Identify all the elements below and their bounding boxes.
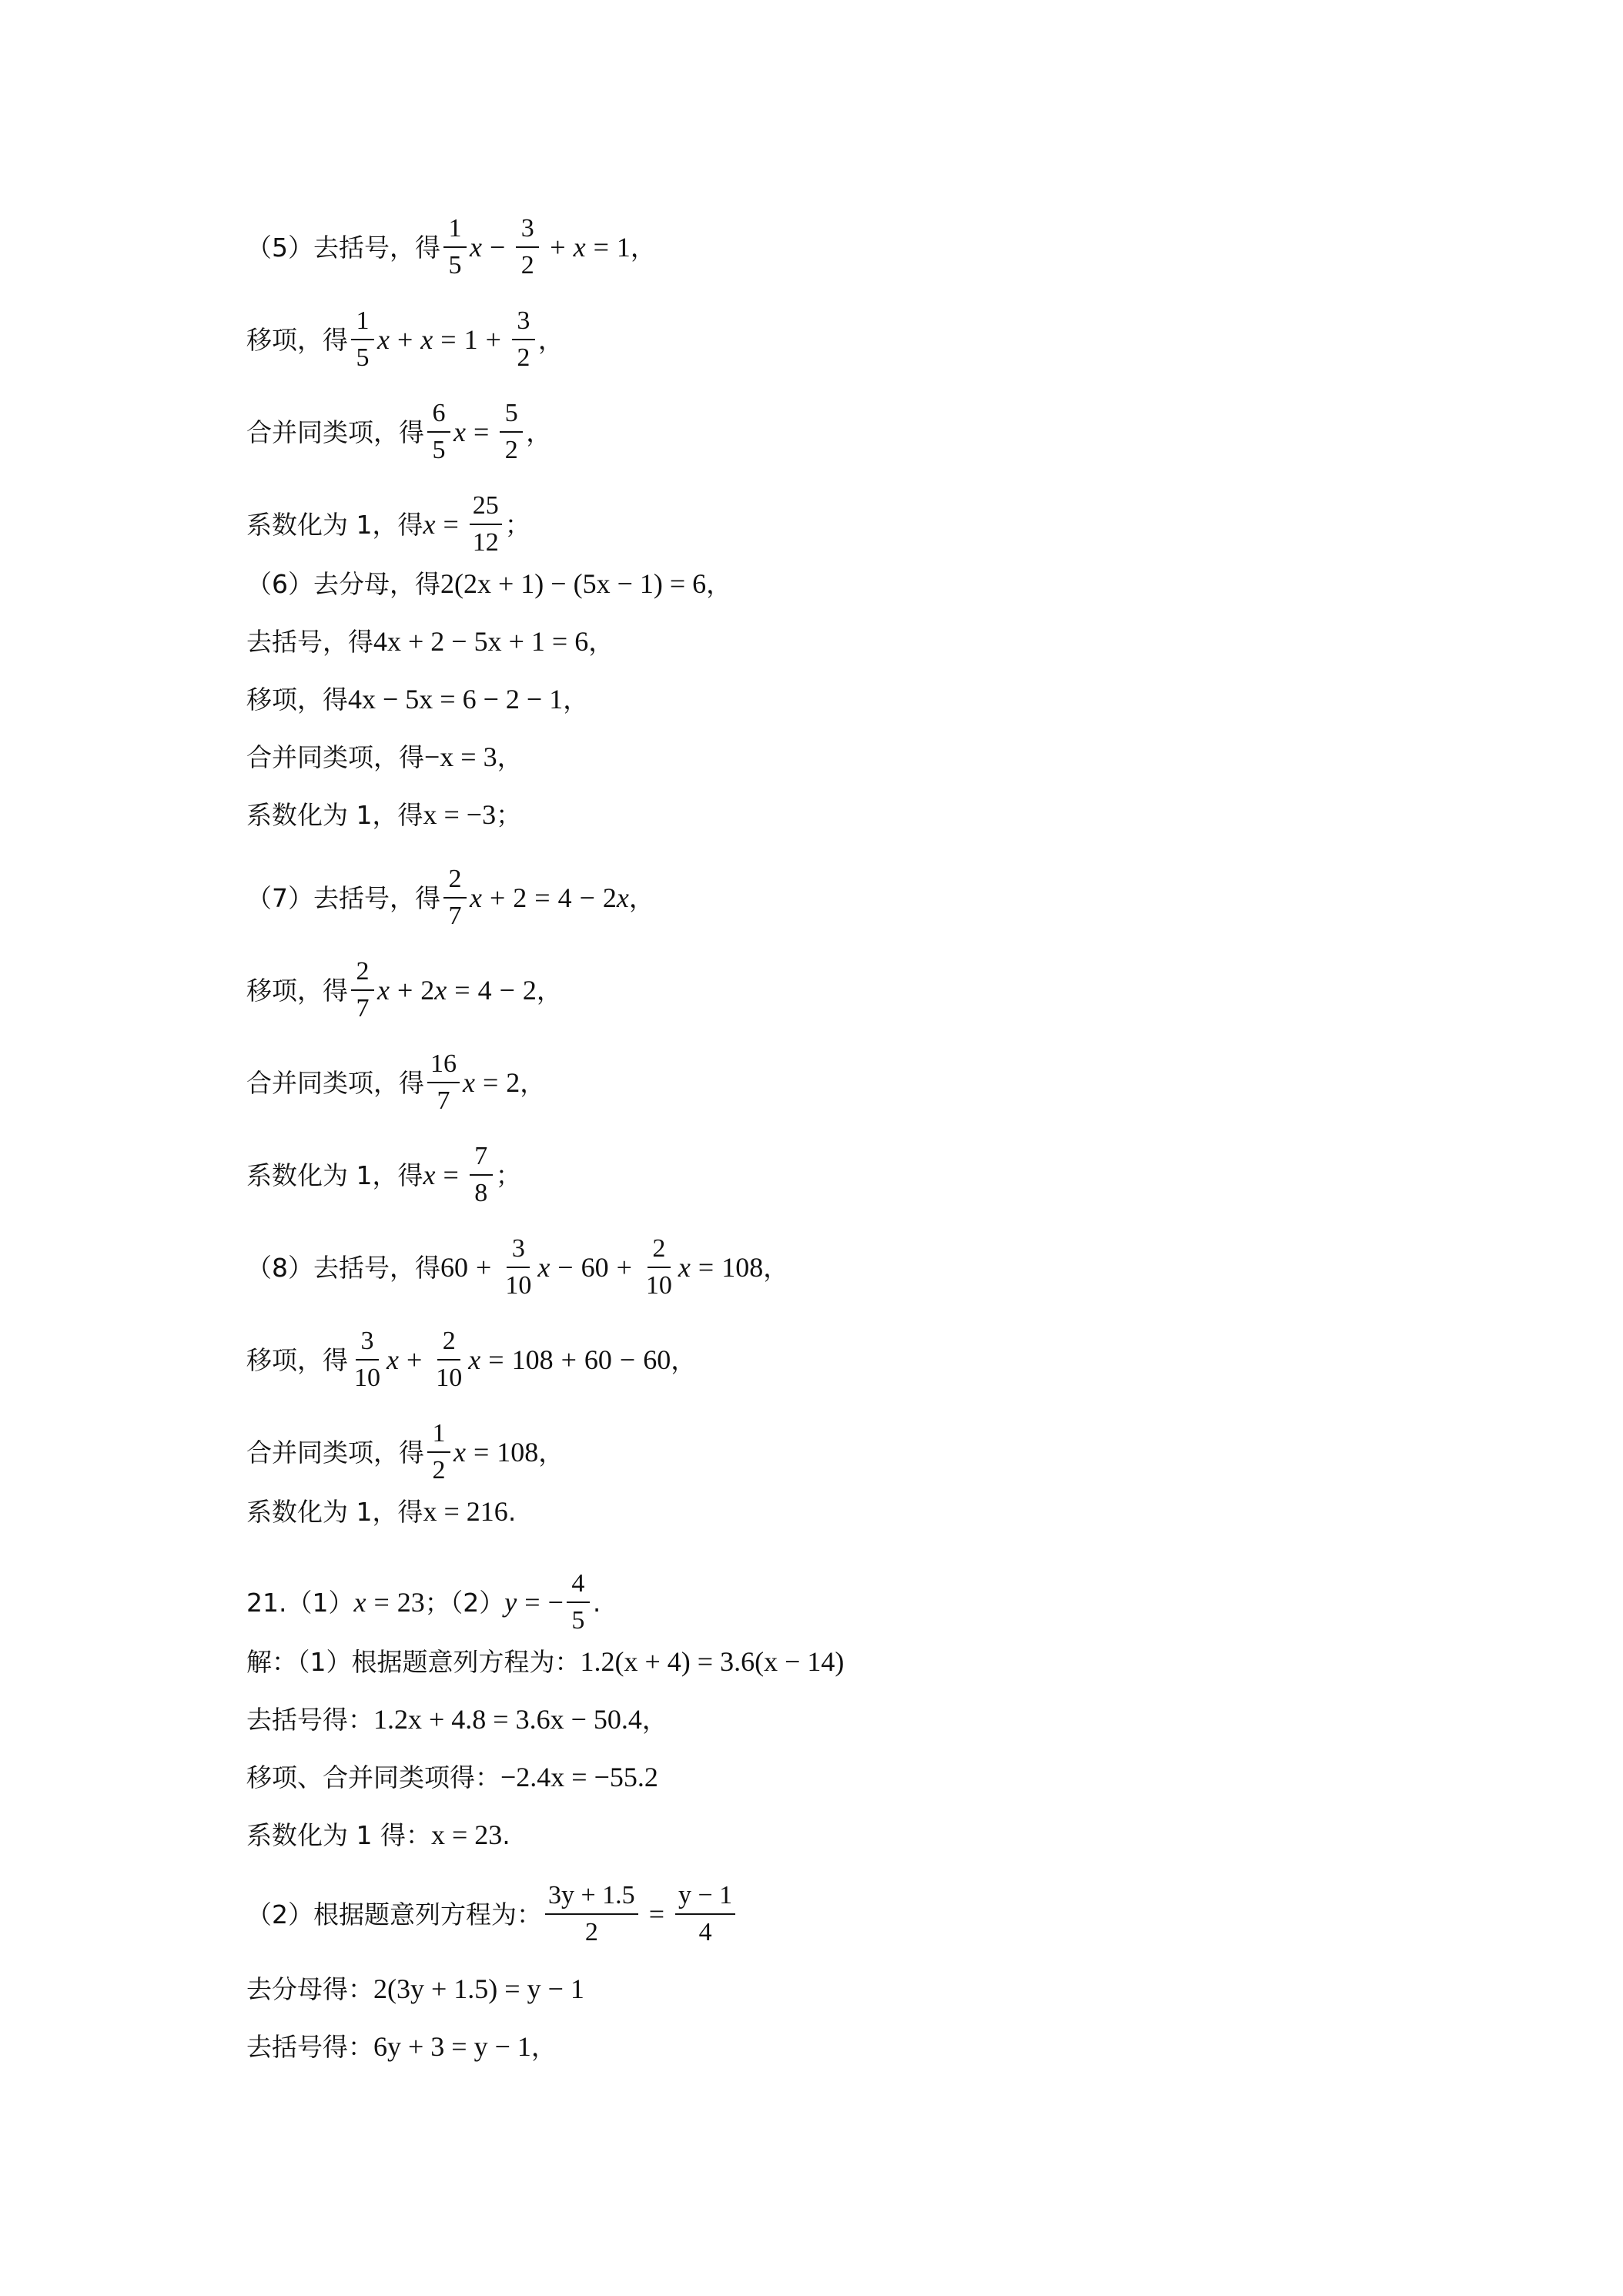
math-expression: −x = 3 — [424, 741, 497, 772]
step-text: （2）根据题意列方程为： — [246, 1899, 542, 1930]
fraction: $\frac{1}{5}$ — [443, 216, 467, 279]
step-text: （5）去括号，得 — [246, 232, 440, 263]
math-expression: $\frac{1}{5}$ x + x = 1 + $\frac{3}{2}$ — [348, 308, 538, 371]
solution-line-5-2 — [246, 308, 564, 371]
solution-line-6-5 — [246, 801, 521, 828]
math-expression: 2(3y + 1.5) = y − 1 — [373, 1973, 584, 2004]
step-text: 移项，得 — [246, 324, 348, 355]
math-expression: 60 + $\frac{3}{10}$ x − 60 + $\frac{2}{10}$ x = 108 — [440, 1234, 764, 1300]
punctuation: ， — [536, 975, 562, 1006]
math-expression: 4x − 5x = 6 − 2 − 1 — [348, 684, 564, 715]
math-expression: $\frac{16}{7}$ x = 2 — [424, 1051, 520, 1114]
step-text: 去括号得： — [246, 2031, 373, 2062]
solution-line-6-1 — [246, 570, 731, 597]
math-expression: x = 23 — [353, 1587, 425, 1618]
step-text: 移项、合并同类项得： — [246, 1762, 500, 1792]
math-expression: 1.2x + 4.8 = 3.6x − 50.4 — [373, 1704, 642, 1735]
fraction: $\frac{y - 1}{4}$ — [675, 1883, 735, 1946]
punctuation: ； — [496, 799, 522, 830]
math-expression: 1.2(x + 4) = 3.6(x − 14) — [580, 1646, 845, 1677]
punctuation: ， — [641, 1704, 668, 1735]
solution-line-21-4 — [246, 1821, 510, 1849]
math-expression: 2(2x + 1) − (5x − 1) = 6 — [440, 568, 707, 599]
solution-line-7-3 — [246, 1051, 545, 1114]
punctuation: ， — [706, 568, 732, 599]
fraction: $\frac{3}{10}$ — [505, 1234, 532, 1300]
punctuation: ， — [526, 417, 552, 447]
question-number: 21.（1） — [246, 1587, 354, 1618]
punctuation: ， — [520, 1067, 546, 1098]
solution-line-21-6 — [246, 1975, 584, 2003]
fraction: $\frac{25}{12}$ — [470, 493, 502, 556]
punctuation: . — [502, 1819, 510, 1850]
solution-line-5-3 — [246, 400, 551, 464]
step-text: 移项，得 — [246, 975, 348, 1006]
fraction: $\frac{5}{2}$ — [500, 400, 523, 464]
punctuation: ， — [497, 741, 523, 772]
step-text: 解：（1）根据题意列方程为： — [246, 1646, 581, 1677]
math-expression: y = − $\frac{4}{5}$ — [504, 1571, 593, 1634]
solution-line-5-1 — [246, 216, 656, 279]
step-text: （6）去分母，得 — [246, 568, 440, 599]
solution-line-21-3 — [246, 1763, 658, 1791]
punctuation: ， — [763, 1252, 789, 1283]
solution-line-8-1 — [246, 1236, 788, 1299]
fraction: $\frac{4}{5}$ — [567, 1571, 590, 1634]
math-expression: 4x + 2 − 5x + 1 = 6 — [373, 626, 589, 657]
step-text: 系数化为 1，得 — [246, 799, 423, 830]
punctuation: ； — [495, 1160, 521, 1190]
math-expression: $\frac{3y + 1.5}{2}$ = $\frac{y - 1}{4}$ — [542, 1883, 738, 1946]
math-expression: x = $\frac{25}{12}$ — [423, 493, 505, 556]
step-text: 去括号得： — [246, 1704, 373, 1735]
fraction: $\frac{1}{2}$ — [427, 1421, 450, 1484]
solution-line-6-4 — [246, 743, 523, 771]
fraction: $\frac{16}{7}$ — [427, 1051, 460, 1114]
step-text: 合并同类项，得 — [246, 1067, 424, 1098]
fraction: $\frac{3}{2}$ — [512, 308, 535, 371]
math-expression: x = −3 — [423, 799, 497, 830]
math-expression: x = 23 — [430, 1819, 503, 1850]
punctuation: ， — [628, 882, 654, 913]
step-text: 系数化为 1 得： — [246, 1819, 431, 1850]
step-text: 移项，得 — [246, 1344, 348, 1375]
punctuation: ； — [504, 509, 530, 540]
fraction: $\frac{3y + 1.5}{2}$ — [545, 1883, 638, 1946]
fraction: $\frac{3}{2}$ — [516, 216, 539, 279]
solution-line-21-7 — [246, 2033, 557, 2060]
math-expression: $\frac{2}{7}$ x + 2 x = 4 − 2 — [348, 959, 537, 1022]
step-text: 去括号，得 — [246, 626, 373, 657]
step-text: 合并同类项，得 — [246, 417, 424, 447]
punctuation: ， — [563, 684, 589, 715]
punctuation: . — [507, 1496, 517, 1527]
step-text: ；（2） — [424, 1587, 505, 1618]
solution-line-6-2 — [246, 628, 614, 655]
math-expression: $\frac{1}{5}$ x − $\frac{3}{2}$ + x = 1 — [440, 216, 631, 279]
step-text: （8）去括号，得 — [246, 1252, 440, 1283]
solution-line-6-3 — [246, 685, 588, 713]
punctuation: ， — [671, 1344, 697, 1375]
fraction: $\frac{2}{10}$ — [436, 1327, 463, 1392]
solution-line-7-1 — [246, 866, 654, 929]
math-expression: $\frac{3}{10}$ x + $\frac{2}{10}$ x = 108 + 60 − 60 — [348, 1328, 671, 1391]
fraction: $\frac{2}{10}$ — [645, 1234, 672, 1300]
solution-line-7-4 — [246, 1143, 521, 1207]
solution-line-8-2 — [246, 1328, 696, 1391]
punctuation: ， — [537, 324, 564, 355]
math-expression: $\frac{2}{7}$ x + 2 = 4 − 2 x — [440, 866, 629, 929]
step-text: 系数化为 1，得 — [246, 1160, 423, 1190]
step-text: 合并同类项，得 — [246, 1437, 424, 1468]
math-expression: x = $\frac{7}{8}$ — [423, 1143, 496, 1207]
answer-line-21 — [246, 1571, 601, 1634]
punctuation: ， — [630, 232, 656, 263]
punctuation: . — [592, 1587, 601, 1618]
step-text: 合并同类项，得 — [246, 741, 424, 772]
step-text: 系数化为 1，得 — [246, 509, 423, 540]
step-text: （7）去括号，得 — [246, 882, 440, 913]
math-expression: x = 216 — [423, 1496, 508, 1527]
solution-line-21-2 — [246, 1705, 668, 1733]
fraction: $\frac{1}{5}$ — [351, 308, 374, 371]
punctuation: ， — [588, 626, 614, 657]
math-expression: −2.4x = −55.2 — [500, 1762, 658, 1792]
fraction: $\frac{6}{5}$ — [427, 400, 450, 464]
math-expression: $\frac{6}{5}$ x = $\frac{5}{2}$ — [424, 400, 526, 464]
fraction: $\frac{7}{8}$ — [470, 1143, 493, 1207]
solution-line-8-3 — [246, 1421, 564, 1484]
solution-line-5-4 — [246, 493, 530, 556]
step-text: 去分母得： — [246, 1973, 373, 2004]
math-expression: $\frac{1}{2}$ x = 108 — [424, 1421, 538, 1484]
solution-line-8-4 — [246, 1498, 516, 1525]
solution-line-21-1 — [246, 1648, 844, 1675]
fraction: $\frac{2}{7}$ — [351, 959, 374, 1022]
step-text: 系数化为 1，得 — [246, 1496, 423, 1527]
math-expression: 6y + 3 = y − 1 — [373, 2031, 531, 2062]
fraction: $\frac{3}{10}$ — [354, 1327, 380, 1392]
step-text: 移项，得 — [246, 684, 348, 715]
punctuation: ， — [538, 1437, 564, 1468]
solution-line-21-5 — [246, 1883, 738, 1946]
solution-line-7-2 — [246, 959, 562, 1022]
fraction: $\frac{2}{7}$ — [443, 866, 467, 929]
punctuation: ， — [530, 2031, 557, 2062]
